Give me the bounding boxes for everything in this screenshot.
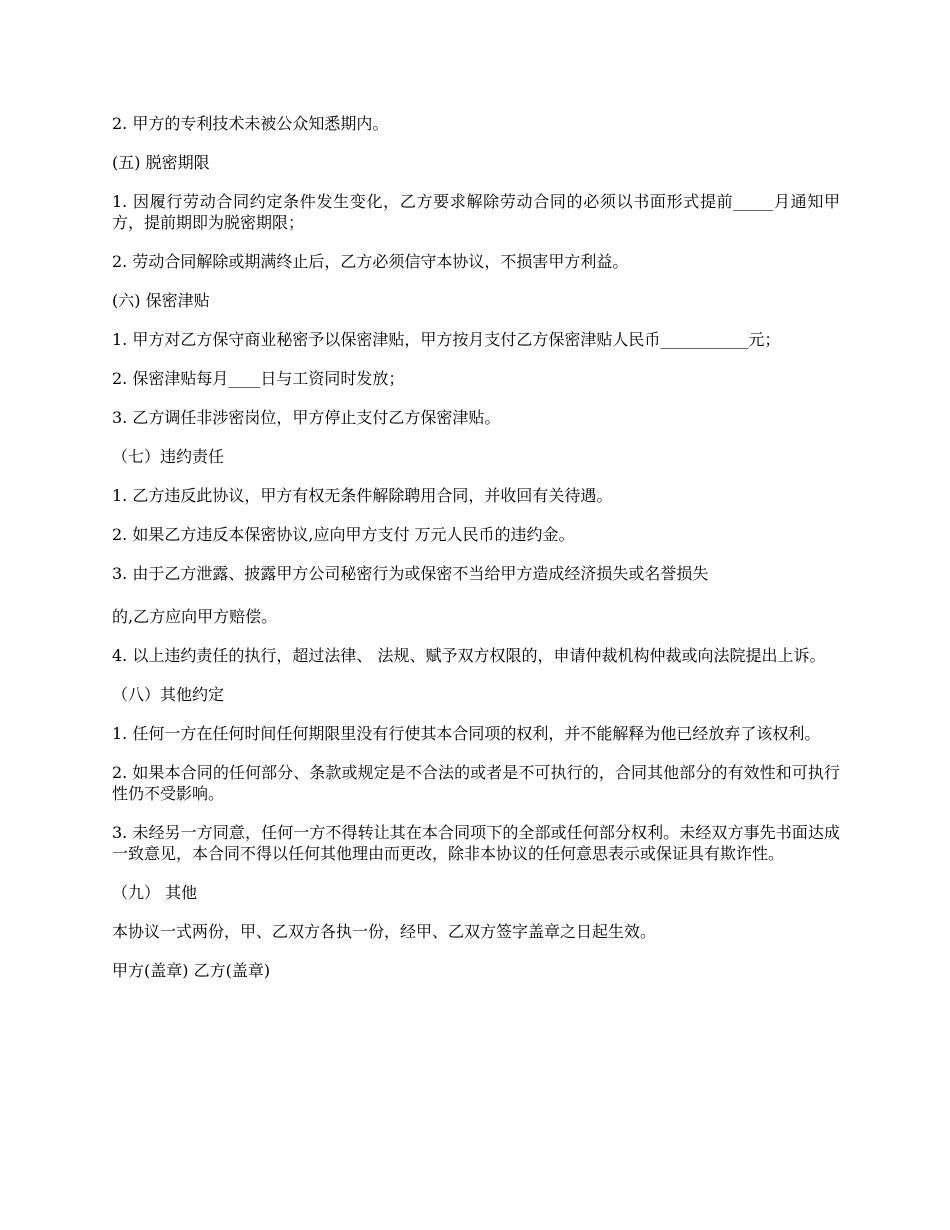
paragraph-other-1: 1. 任何一方在任何时间任何期限里没有行使其本合同项的权利，并不能解释为他已经放弃了该权利。 [112,724,821,743]
section-heading-allowance: (六) 保密津贴 [112,291,210,310]
paragraph-allowance-2: 2. 保密津贴每月____日与工资同时发放； [112,369,405,388]
section-heading-liability: （七）违约责任 [112,447,225,466]
paragraph-liability-1: 1. 乙方违反此协议，甲方有权无条件解除聘用合同，并收回有关待遇。 [112,486,613,505]
paragraph-liability-2: 2. 如果乙方违反本保密协议,应向甲方支付 万元人民币的违约金。 [112,525,575,544]
paragraph-liability-3-cont: 的,乙方应向甲方赔偿。 [112,607,278,626]
paragraph-patent-period: 2. 甲方的专利技术未被公众知悉期内。 [112,114,389,133]
section-heading-misc: （九） 其他 [112,883,198,902]
paragraph-declassification-1: 1. 因履行劳动合同约定条件发生变化，乙方要求解除劳动合同的必须以书面形式提前_____月通知甲方，提前期即为脱密期限； [112,192,840,232]
paragraph-effective: 本协议一式两份，甲、乙双方各执一份，经甲、乙双方签字盖章之日起生效。 [112,922,657,941]
paragraph-liability-3: 3. 由于乙方泄露、披露甲方公司秘密行为或保密不当给甲方造成经济损失或名誉损失 [112,564,709,583]
paragraph-other-3: 3. 未经另一方同意，任何一方不得转让其在本合同项下的全部或任何部分权利。未经双方事先书面达成一致意见，本合同不得以任何其他理由而更改，除非本协议的任何意思表示或保证具有欺诈性。 [112,823,840,863]
signature-line: 甲方(盖章) 乙方(盖章) [112,961,271,980]
paragraph-allowance-3: 3. 乙方调任非涉密岗位，甲方停止支付乙方保密津贴。 [112,408,501,427]
paragraph-other-2: 2. 如果本合同的任何部分、条款或规定是不合法的或者是不可执行的，合同其他部分的有效性和可执行性仍不受影响。 [112,763,840,803]
section-heading-declassification: (五) 脱密期限 [112,153,210,172]
document-page [112,113,840,999]
paragraph-liability-4: 4. 以上违约责任的执行，超过法律、 法规、赋予双方权限的，申请仲裁机构仲裁或向法院提出上诉。 [112,646,826,665]
paragraph-allowance-1: 1. 甲方对乙方保守商业秘密予以保密津贴，甲方按月支付乙方保密津贴人民币___________元； [112,330,781,349]
section-heading-other-agreements: （八）其他约定 [112,685,225,704]
paragraph-declassification-2: 2. 劳动合同解除或期满终止后，乙方必须信守本协议，不损害甲方利益。 [112,252,629,271]
